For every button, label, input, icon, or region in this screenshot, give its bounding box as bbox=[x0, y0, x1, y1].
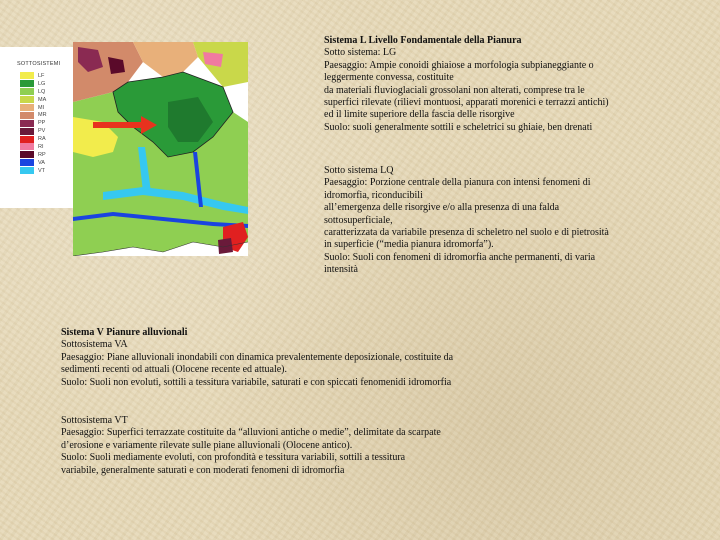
text-line: da materiali fluvioglaciali grossolani non alterati, comprese tra le bbox=[324, 84, 585, 96]
legend-code: RP bbox=[38, 151, 46, 158]
legend-item-vt bbox=[20, 167, 47, 175]
legend-item-mi bbox=[20, 104, 47, 112]
text-line: sottosuperficiale, bbox=[324, 214, 393, 226]
legend-code: VA bbox=[38, 159, 45, 166]
legend-swatch bbox=[20, 112, 34, 119]
legend-code: LG bbox=[38, 80, 46, 87]
soil-map bbox=[73, 42, 248, 256]
legend-code: RA bbox=[38, 136, 46, 143]
legend-item-lg bbox=[20, 80, 47, 88]
arrow-shaft bbox=[93, 122, 143, 128]
legend-swatch bbox=[20, 167, 34, 174]
legend-item-ra bbox=[20, 135, 47, 143]
text-line: Suolo: Suoli mediamente evoluti, con profondità e tessitura variabili, sottili a tessitura bbox=[61, 452, 406, 464]
text-block-sistema-l bbox=[324, 35, 609, 134]
text-line: sedimenti recenti od attuali (Olocene recente ed attuale). bbox=[61, 364, 288, 376]
legend-item-pv bbox=[20, 127, 47, 135]
legend-code: MI bbox=[38, 104, 45, 111]
text-line: d’erosione e variamente rilevate sulle piane alluvionali (Olocene antico). bbox=[61, 439, 353, 451]
legend-swatch bbox=[20, 151, 34, 158]
legend-code: PP bbox=[38, 120, 46, 127]
heading-sistema-v: Sistema V Pianure alluvionali bbox=[61, 327, 188, 338]
text-line: Paesaggio: Ampie conoidi ghiaiose a morfologia subpianeggiante o bbox=[324, 59, 594, 71]
text-line: leggermente convessa, costituite bbox=[324, 72, 454, 84]
legend-swatch bbox=[20, 88, 34, 95]
text-line: intensità bbox=[324, 264, 358, 276]
legend-item-mr bbox=[20, 111, 47, 119]
legend-swatch bbox=[20, 120, 34, 127]
legend-swatch bbox=[20, 128, 34, 135]
text-line: Sottosistema VT bbox=[61, 415, 128, 426]
text-block-sistema-v bbox=[61, 327, 453, 389]
legend-swatch bbox=[20, 136, 34, 143]
legend-code: LF bbox=[38, 72, 45, 79]
legend-swatch bbox=[20, 104, 34, 111]
text-line: Sotto sistema LQ bbox=[324, 165, 394, 176]
legend-list bbox=[20, 72, 47, 175]
text-line: all’emergenza delle risorgive e/o alla presenza di una falda bbox=[324, 202, 560, 214]
text-line: Sotto sistema: LG bbox=[324, 47, 397, 59]
legend-item-ma bbox=[20, 96, 47, 104]
legend-item-ri bbox=[20, 143, 47, 151]
legend-code: LQ bbox=[38, 88, 46, 95]
legend-code: MR bbox=[38, 112, 47, 119]
legend-item-rp bbox=[20, 151, 47, 159]
legend-item-lf bbox=[20, 72, 47, 80]
text-line: ed il limite superiore della fascia delle risorgive bbox=[324, 109, 515, 121]
legend-code: PV bbox=[38, 128, 46, 135]
legend-title: SOTTOSISTEMI bbox=[17, 61, 61, 67]
text-line: superfici rilevate (rilievi montuosi, apparati morenici e terrazzi antichi) bbox=[324, 97, 609, 109]
legend-item-pp bbox=[20, 119, 47, 127]
text-line: caratterizzata da variabile presenza di scheletro nel suolo e di pietrosità bbox=[324, 227, 609, 239]
text-line: idromorfia, riconducibili bbox=[324, 189, 423, 201]
text-line: Suolo: suoli generalmente sottili e scheletrici su ghiaie, ben drenati bbox=[324, 121, 593, 133]
legend-swatch bbox=[20, 143, 34, 150]
text-line: variabile, generalmente saturati e con moderati fenomeni di idromorfia bbox=[61, 464, 345, 476]
map-area-pv bbox=[218, 238, 233, 254]
text-line: Suolo: Suoli non evoluti, sottili a tessitura variabile, saturati e con spiccati fenomenidi idromorfia bbox=[61, 376, 452, 388]
text-line: Sottosistema VA bbox=[61, 339, 128, 351]
legend-code: VT bbox=[38, 167, 46, 174]
legend-code: RI bbox=[38, 143, 44, 150]
legend-item-lq bbox=[20, 88, 47, 96]
legend-swatch bbox=[20, 96, 34, 103]
text-line: Paesaggio: Porzione centrale della pianura con intensi fenomeni di bbox=[324, 177, 591, 189]
legend-panel bbox=[0, 47, 73, 208]
legend-item-va bbox=[20, 159, 47, 167]
text-line: Suolo: Suoli con fenomeni di idromorfia anche permanenti, di varia bbox=[324, 251, 596, 263]
legend-swatch bbox=[20, 159, 34, 166]
text-block-vt bbox=[61, 415, 441, 477]
heading-sistema-l: Sistema L Livello Fondamentale della Pianura bbox=[324, 35, 522, 46]
text-line: Paesaggio: Piane alluvionali inondabili con dinamica prevalentemente deposizionale, costituite da bbox=[61, 351, 454, 363]
legend-swatch bbox=[20, 80, 34, 87]
legend-swatch bbox=[20, 72, 34, 79]
text-line: Paesaggio: Superfici terrazzate costituite da “alluvioni antiche o medie”, delimitate da scarpate bbox=[61, 427, 441, 439]
text-block-lq bbox=[324, 165, 609, 277]
legend-code: MA bbox=[38, 96, 47, 103]
text-line: in superficie (“media pianura idromorfa”). bbox=[324, 239, 494, 251]
